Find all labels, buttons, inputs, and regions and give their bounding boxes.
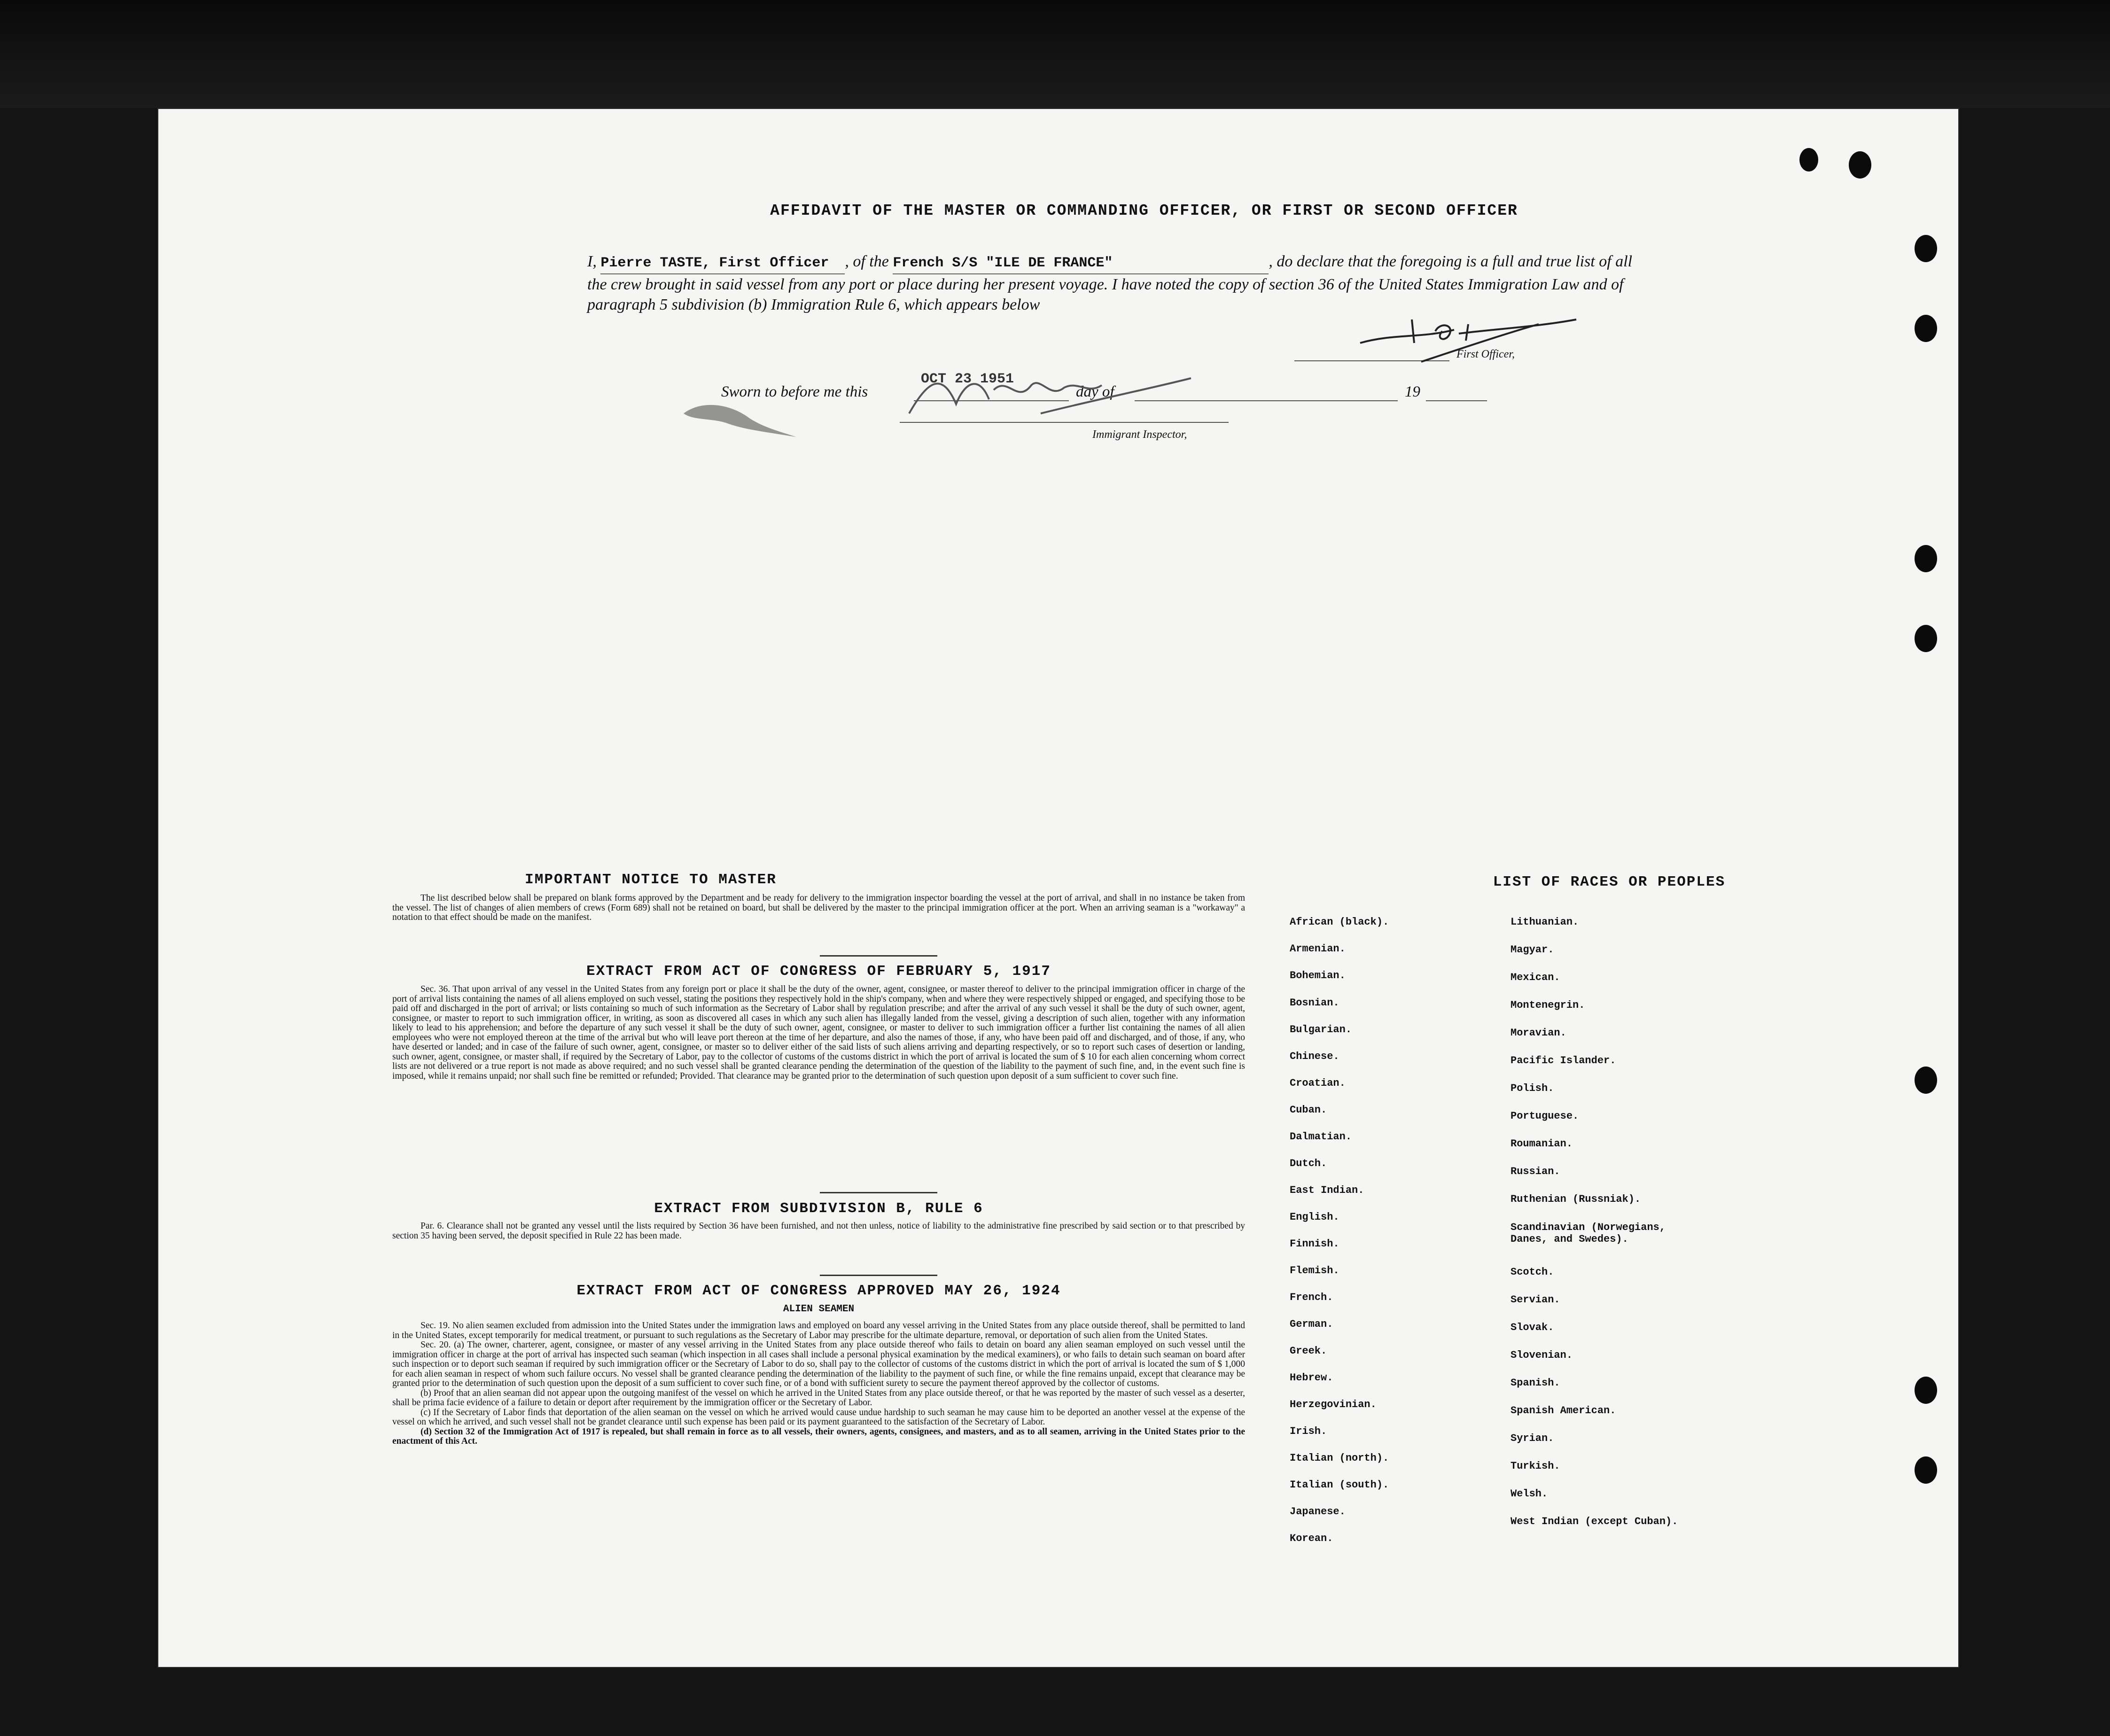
race-item: Turkish. (1510, 1460, 1560, 1472)
race-item: Scotch. (1510, 1266, 1554, 1278)
race-item: Portuguese. (1510, 1110, 1579, 1122)
race-item: Syrian. (1510, 1432, 1554, 1444)
race-item: Irish. (1290, 1425, 1327, 1437)
race-item: African (black). (1290, 916, 1389, 928)
race-item: English. (1290, 1211, 1339, 1223)
punch-hole (1915, 315, 1937, 342)
punch-hole (1915, 1067, 1937, 1094)
vessel-field (893, 251, 1269, 274)
race-item: German. (1290, 1318, 1333, 1330)
race-item: Chinese. (1290, 1051, 1339, 1062)
vessel-name: French S/S "ILE DE FRANCE" (893, 255, 1113, 271)
ink-smudge (674, 381, 815, 446)
race-item: Russian. (1510, 1166, 1560, 1177)
officer-signature (1341, 305, 1680, 381)
officer-name-field (600, 251, 845, 274)
act-1924-section-20a: Sec. 20. (a) The owner, charterer, agent, consignee, or master of any vessel arriving in the United States from any place outside thereof who fails to detain on board any alien seaman employed on such vessel until the immigration officer in charge at the port of arrival has inspected such seaman (which inspection in all cases shall include a personal physical examination by the medical examiners), or who fails to detain such seaman on board after such inspection or to deport such seaman if required by such immigration officer or the Secretary of Labor to do so, shall pay to the collector of customs of the customs district in which the port of arrival is located the sum of $ 1,000 for each alien seaman in respect of whom such failure occurs. No vessel shall be granted clearance pending the determination of the liability to the payment of such fine, or while the fine remains unpaid, except that clearance may be granted prior to the determination of such question upon the deposit of a sum sufficient to cover such fine, or of a bond with sufficient surety to secure the payment thereof approved by the collector of customs. (392, 1340, 1245, 1388)
race-item: Polish. (1510, 1082, 1554, 1094)
race-item: Dalmatian. (1290, 1131, 1352, 1143)
race-item: Spanish. (1510, 1377, 1560, 1389)
punch-hole (1915, 1456, 1937, 1484)
act-1924-body (392, 1321, 1245, 1447)
rule-6-paragraph: Par. 6. Clearance shall not be granted any vessel until the lists required by Section 36 have been furnished, and not then unless, notice of liability to the administrative fine prescribed by said section or to that prescribed by section 35 having been served, the deposit specified in Rule 22 has been made. (392, 1221, 1245, 1241)
race-item: Ruthenian (Russniak). (1510, 1193, 1641, 1205)
race-item: Flemish. (1290, 1265, 1339, 1277)
race-item: Moravian. (1510, 1027, 1566, 1039)
race-item: East Indian. (1290, 1184, 1364, 1196)
race-item: Korean. (1290, 1533, 1333, 1544)
race-item: Hebrew. (1290, 1372, 1333, 1384)
race-item: Armenian. (1290, 943, 1346, 955)
affidavit-text-do-declare: , do declare (1269, 253, 1344, 270)
rule-6-title: EXTRACT FROM SUBDIVISION B, RULE 6 (654, 1200, 983, 1217)
act-1924-section-19: Sec. 19. No alien seamen excluded from admission into the United States under the immigration laws and employed on board any vessel arriving in the United States from any place outside thereof, shall be permitted to land in the United States, except temporarily for medical treatment, or pursuant to such regulations as the Secretary of Labor may prescribe for the ultimate departure, removal, or deportation of such alien from the United States. (392, 1321, 1245, 1340)
officer-name: Pierre TASTE, First Officer (600, 255, 829, 271)
scan-border (0, 0, 2110, 108)
punch-hole (1915, 545, 1937, 572)
divider (820, 1275, 937, 1276)
declaration-text: that the foregoing is a full and true list of all the crew brought in said vessel from any port or place during her present voyage. I have noted the copy of section 36 of the United States Immigration Law and of paragraph 5 subdivision (b) Immigration Rule 6, which appears below (587, 253, 1633, 313)
day-of-label: day of (1076, 383, 1114, 400)
race-item: Bosnian. (1290, 997, 1339, 1009)
race-item: Croatian. (1290, 1077, 1346, 1089)
document-page (157, 108, 1959, 1668)
act-1924-subtitle: ALIEN SEAMEN (783, 1304, 855, 1315)
act-1917-title: EXTRACT FROM ACT OF CONGRESS OF FEBRUARY 5, 1917 (586, 963, 1051, 980)
act-1917-section-36: Sec. 36. That upon arrival of any vessel in the United States from any foreign port or place it shall be the duty of the owner, agent, consignee, or master thereof to deliver to the principal immigration officer in charge of the port of arrival lists containing the names of all aliens employed on such vessel, stating the positions they respectively hold in the ship's company, when and where they were respectively shipped or engaged, and specifying those to be paid off and discharged in the port of arrival; or lists containing so much of such information as the Secretary of Labor shall by regulation prescribe; and after the arrival of any such vessel it shall be the duty of such owner, agent, consignee, or master to report to such immigration officer, in writing, as soon as discovered all cases in which any such alien has illegally landed from the vessel, giving a description of such alien, together with any information likely to lead to his apprehension; and before the departure of any such vessel it shall be the duty of such owner, agent, consignee, or master to deliver to such immigration officer a further list containing the names of all alien employees who were not employed thereon at the time of the arrival but who will leave port thereon at the time of her departure, and also the names of those, if any, who have been paid off and discharged, and of those, if any, who have deserted or landed; and in case of the failure of such owner, agent, consignee, or master so to deliver either of the said lists of such aliens arriving and departing respectively, or so to report such cases of desertion or landing, such owner, agent, consignee, or master shall, if required by the Secretary of Labor, pay to the collector of customs of the customs district in which the port of arrival is located the sum of $ 10 for each alien concerning whom correct lists are not delivered or a true report is not made as above required; and no such vessel shall be granted clearance pending the determination of the question of the liability to the payment of such fine, and, in the event such fine is imposed, while it remains unpaid; nor shall such fine be remitted or refunded; Provided. That clearance may be granted prior to the determination of such question upon deposit of a sum sufficient to cover such fine. (392, 984, 1245, 1081)
punch-hole (1849, 151, 1871, 179)
race-item: Magyar. (1510, 944, 1554, 956)
race-item: Dutch. (1290, 1158, 1327, 1169)
race-item: Italian (south). (1290, 1479, 1389, 1491)
race-item: Herzegovinian. (1290, 1399, 1377, 1410)
affidavit-title: AFFIDAVIT OF THE MASTER OR COMMANDING OFFICER, OR FIRST OR SECOND OFFICER (770, 202, 1518, 219)
race-item: Spanish American. (1510, 1405, 1616, 1417)
race-item: Lithuanian. (1510, 916, 1579, 928)
punch-hole (1915, 625, 1937, 652)
act-1924-section-20d: (d) Section 32 of the Immigration Act of 1917 is repealed, but shall remain in force as to all vessels, their owners, agents, consignees, and masters, and as to all seamen, arriving in the United States prior to the enactment of this Act. (392, 1426, 1245, 1446)
inspector-signature (900, 362, 1200, 428)
divider (820, 955, 937, 957)
race-item: Pacific Islander. (1510, 1055, 1616, 1067)
race-item: Japanese. (1290, 1506, 1346, 1518)
stamp-date: OCT 23 1951 (921, 371, 1014, 387)
officer-line-label: First Officer, (1456, 348, 1515, 360)
notice-title: IMPORTANT NOTICE TO MASTER (525, 872, 777, 888)
race-item: Welsh. (1510, 1488, 1548, 1500)
race-item: Cuban. (1290, 1104, 1327, 1116)
punch-hole (1799, 148, 1818, 171)
act-1924-section-20b: (b) Proof that an alien seaman did not appear upon the outgoing manifest of the vessel on which he arrived in the United States from any place outside thereof, or that he was reported by the master of such vessel as a deserter, shall be prima facie evidence of a failure to detain or deport after requirement by the immigration officer or the Secretary of Labor. (392, 1388, 1245, 1408)
race-item: Roumanian. (1510, 1138, 1573, 1150)
inspector-line (900, 422, 1323, 445)
races-title: LIST OF RACES OR PEOPLES (1493, 874, 1726, 890)
affidavit-text-of-the: , of the (845, 253, 889, 270)
affidavit-text-i: I, (587, 253, 597, 270)
race-item: French. (1290, 1292, 1333, 1303)
inspector-label: Immigrant Inspector, (1092, 428, 1187, 441)
race-item: Italian (north). (1290, 1452, 1389, 1464)
act-1924-section-20c: (c) If the Secretary of Labor finds that deportation of the alien seaman on the vessel on which he arrived would cause undue hardship to such seaman he may cause him to be deported an another vessel at the expense of the vessel on which he arrived, and such vessel shall not be grandet clearance until such expense has been paid or its payment guaranteed to the satisfaction of the Secretary of Labor. (392, 1407, 1245, 1427)
sworn-text: Sworn to before me this (721, 383, 868, 400)
divider (820, 1192, 937, 1193)
race-item: Slovak. (1510, 1322, 1554, 1333)
race-item: Mexican. (1510, 972, 1560, 983)
race-item: Bulgarian. (1290, 1024, 1352, 1035)
punch-hole (1915, 1377, 1937, 1404)
act-1924-title: EXTRACT FROM ACT OF CONGRESS APPROVED MAY 26, 1924 (576, 1283, 1061, 1299)
race-item: Bohemian. (1290, 970, 1346, 981)
race-item: Montenegrin. (1510, 999, 1585, 1011)
race-item: Finnish. (1290, 1238, 1339, 1250)
race-item: Servian. (1510, 1294, 1560, 1306)
race-item: Slovenian. (1510, 1349, 1573, 1361)
race-item: West Indian (except Cuban). (1510, 1516, 1678, 1527)
punch-hole (1915, 235, 1937, 262)
race-item: Greek. (1290, 1345, 1327, 1357)
race-item: Scandinavian (Norwegians, Danes, and Swedes). (1510, 1222, 1666, 1245)
year-prefix: 19 (1405, 383, 1420, 400)
notice-paragraph: The list described below shall be prepared on blank forms approved by the Department and be ready for delivery to the immigration inspector boarding the vessel at the port of arrival, and shall in no instance be taken from the vessel. The list of changes of alien members of crews (Form 689) shall not be retained on board, but shall be delivered by the master to the principal immigration officer at the port. When an arriving seaman is a "workaway" a notation to that effect should be made on the manifest. (392, 893, 1245, 922)
